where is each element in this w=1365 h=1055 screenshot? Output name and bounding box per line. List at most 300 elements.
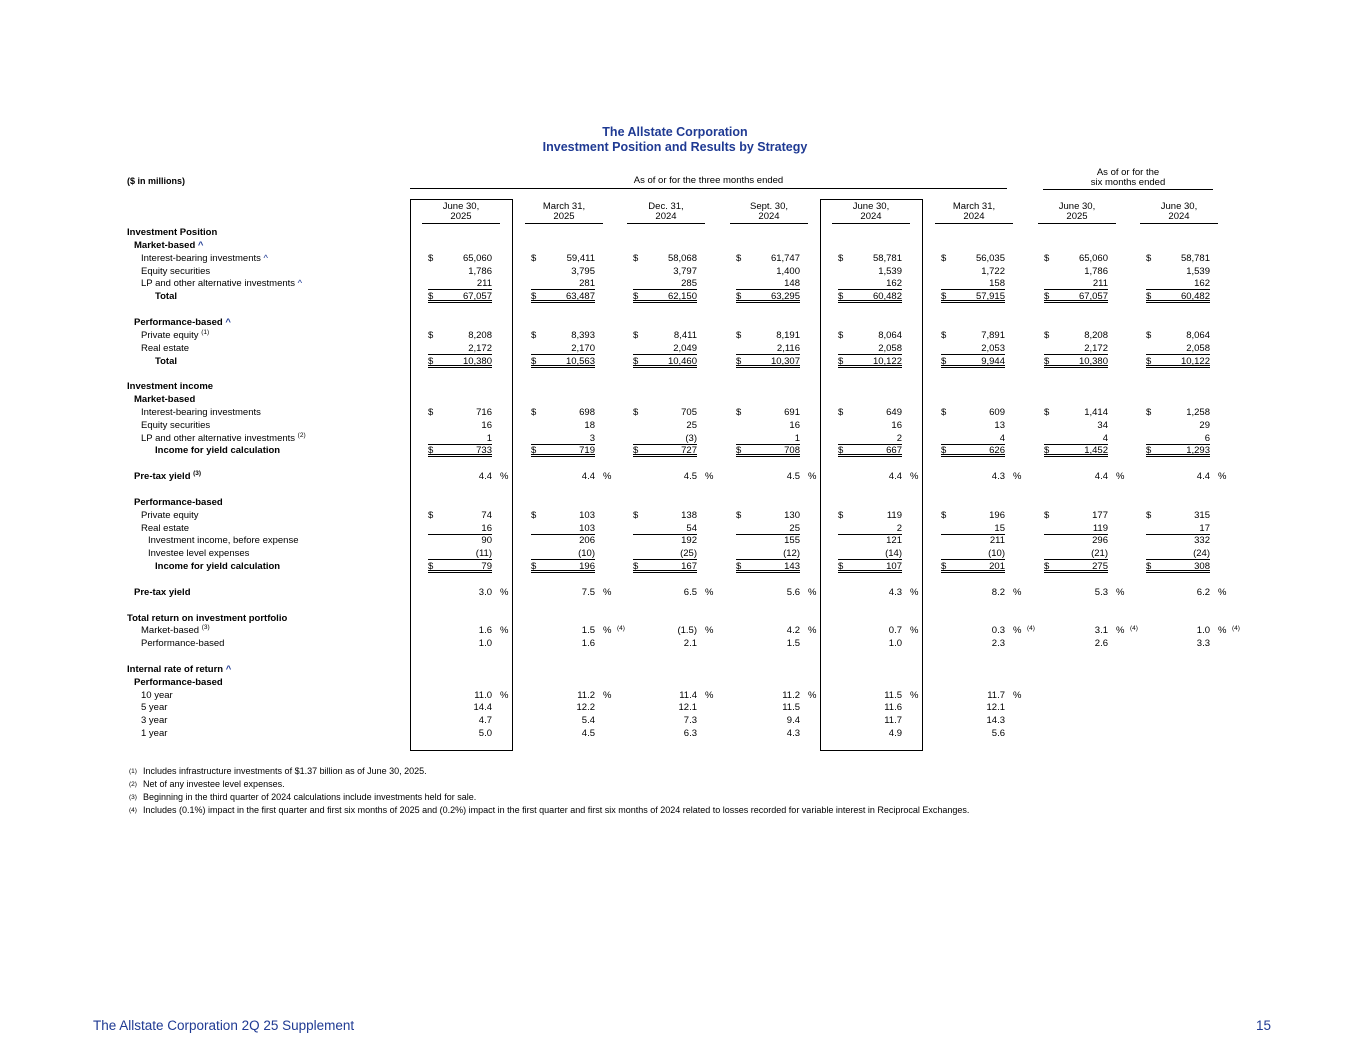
dollar-sign: $	[941, 329, 947, 341]
cell-value: 206	[579, 535, 595, 547]
row-label	[127, 226, 217, 239]
table-cell	[736, 624, 817, 637]
table-cell	[633, 355, 697, 368]
dollar-sign: $	[736, 561, 742, 573]
dollar-sign: $	[1044, 406, 1050, 418]
column-header-year: 2025	[525, 212, 603, 224]
percent-sign: %	[1218, 471, 1227, 483]
column-header-year: 2024	[627, 212, 705, 224]
cell-value: 332	[1194, 535, 1210, 547]
table-cell	[1146, 342, 1210, 355]
cell-value: 3	[589, 432, 595, 444]
cell-value: 138	[681, 509, 697, 521]
cell-value: 14.3	[986, 715, 1005, 727]
cell-value: 148	[784, 278, 800, 290]
cell-value: 10,380	[462, 355, 492, 367]
table-cell	[838, 534, 902, 547]
cell-value: 67,057	[1078, 291, 1108, 303]
dollar-sign: $	[428, 445, 434, 457]
dollar-sign: $	[736, 406, 742, 418]
table-cell	[1146, 547, 1210, 560]
table-cell	[531, 406, 595, 419]
dollar-sign: $	[531, 291, 537, 303]
dollar-sign: $	[838, 561, 844, 573]
table-cell	[838, 637, 902, 650]
footnote-text: Beginning in the third quarter of 2024 calculations include investments held for sale.	[143, 792, 477, 802]
cell-value: 3,795	[571, 265, 595, 277]
dollar-sign: $	[1146, 291, 1152, 303]
cell-value: 3.0	[478, 586, 492, 598]
spacer-row	[0, 573, 1365, 586]
dollar-sign: $	[428, 329, 434, 341]
table-cell	[736, 689, 817, 702]
table-cell	[1146, 355, 1210, 368]
table-cell	[428, 560, 492, 573]
table-row	[0, 419, 1365, 432]
table-cell	[838, 444, 902, 457]
cell-value: 201	[989, 561, 1005, 573]
row-label-text: 10 year	[141, 689, 173, 701]
cell-value: 1,786	[468, 265, 492, 277]
table-cell	[428, 277, 492, 290]
table-cell	[838, 406, 902, 419]
table-cell	[941, 290, 1005, 303]
page-number: 15	[1256, 1018, 1272, 1033]
cell-value: 626	[989, 445, 1005, 457]
table-cell	[633, 624, 714, 637]
dollar-sign: $	[1044, 355, 1050, 367]
table-cell	[633, 342, 697, 355]
cell-value: 2,116	[776, 342, 800, 354]
cell-value: 211	[476, 278, 492, 290]
cell-value: 1	[486, 432, 492, 444]
table-cell	[736, 265, 800, 278]
table-row	[0, 560, 1365, 573]
cell-value: 14.4	[473, 702, 492, 714]
row-label-text: 1 year	[141, 728, 168, 740]
cell-value: 4.4	[1196, 471, 1210, 483]
table-cell	[1146, 444, 1210, 457]
cell-value: 67,057	[462, 291, 492, 303]
percent-sign: %	[1013, 689, 1022, 701]
table-cell	[1146, 265, 1210, 278]
cell-value: 196	[579, 561, 595, 573]
table-row	[0, 676, 1365, 689]
table-cell	[838, 432, 902, 445]
dollar-sign: $	[1146, 252, 1152, 264]
row-label-text: Income for yield calculation	[155, 561, 281, 573]
cell-value: 17	[1199, 522, 1210, 534]
table-cell	[941, 470, 1022, 483]
percent-sign: %	[500, 471, 509, 483]
cell-value: 1.5	[786, 638, 800, 650]
table-cell: 1.5 % (4)	[581, 625, 625, 637]
table-cell	[941, 277, 1005, 290]
table-cell	[531, 329, 595, 342]
cell-value: 60,482	[872, 291, 902, 303]
table-cell	[1044, 444, 1108, 457]
percent-sign: %	[603, 689, 612, 701]
table-row	[0, 547, 1365, 560]
table-cell	[531, 342, 595, 355]
cell-value: 8,208	[1084, 329, 1108, 341]
row-label-text: Total return on investment portfolio	[127, 612, 288, 624]
cell-value: 705	[681, 406, 697, 418]
row-label-text: Market-based	[134, 239, 196, 251]
footnote-text: Includes (0.1%) impact in the first quarter and first six months of 2025 and (0.2%) impact in the first quarter and first six months of 2024 related to losses recorded for variable interest in Reciprocal Exchanges.	[143, 805, 970, 815]
table-cell	[838, 727, 902, 740]
cell-value: (12)	[783, 548, 800, 560]
row-label-text: Performance-based	[141, 638, 225, 650]
table-cell	[428, 406, 492, 419]
dollar-sign: $	[941, 355, 947, 367]
spacer-row	[0, 457, 1365, 470]
table-cell	[1044, 252, 1108, 265]
dollar-sign: $	[838, 329, 844, 341]
table-cell	[736, 329, 800, 342]
cell-value: 16	[481, 419, 492, 431]
cell-value: 4.4	[888, 471, 902, 483]
table-cell	[941, 637, 1005, 650]
table-row	[0, 496, 1365, 509]
row-label	[155, 355, 177, 368]
dollar-sign: $	[633, 406, 639, 418]
cell-value: 12.1	[986, 702, 1005, 714]
table-cell	[633, 689, 714, 702]
cell-value: 119	[886, 509, 902, 521]
row-label-text: Total	[155, 291, 177, 303]
caret-marker: ^	[263, 252, 268, 264]
column-header-period: June 30,	[1160, 201, 1198, 212]
table-cell	[838, 342, 902, 355]
row-label-text: Income for yield calculation	[155, 445, 281, 457]
row-label-text: Investment income, before expense	[148, 535, 299, 547]
table-cell	[736, 252, 800, 265]
row-label-text: Real estate	[141, 522, 190, 534]
table-row	[0, 509, 1365, 522]
table-cell	[1146, 406, 1210, 419]
cell-value: 727	[681, 445, 697, 457]
table-cell	[428, 689, 509, 702]
dollar-sign: $	[941, 406, 947, 418]
cell-value: 11.5	[884, 689, 902, 701]
table-cell	[1146, 560, 1210, 573]
row-label-text: Real estate	[141, 342, 190, 354]
table-row	[0, 689, 1365, 702]
cell-value: 29	[1199, 419, 1210, 431]
column-header-year: 2024	[832, 212, 910, 224]
table-cell	[633, 470, 714, 483]
table-cell: 1.0 % (4)	[1196, 625, 1240, 637]
column-header	[615, 202, 717, 224]
cell-value: 9,944	[981, 355, 1005, 367]
cell-value: 1,293	[1186, 445, 1210, 457]
cell-value: 4.5	[581, 728, 595, 740]
cell-value: (25)	[680, 548, 697, 560]
cell-value: 1.5	[581, 625, 595, 637]
cell-value: 107	[886, 561, 902, 573]
cell-value: 10,380	[1078, 355, 1108, 367]
column-header	[410, 202, 512, 224]
cell-value: 12.1	[678, 702, 697, 714]
dollar-sign: $	[941, 561, 947, 573]
table-row	[0, 714, 1365, 727]
cell-value: 1.6	[581, 638, 595, 650]
table-cell	[531, 509, 595, 522]
table-cell	[633, 290, 697, 303]
table-cell	[941, 432, 1005, 445]
table-cell	[736, 444, 800, 457]
cell-value: 1.0	[478, 638, 492, 650]
table-cell	[633, 534, 697, 547]
table-cell	[633, 637, 697, 650]
cell-value: 4.4	[1094, 471, 1108, 483]
cell-value: 196	[989, 509, 1005, 521]
dollar-sign: $	[633, 291, 639, 303]
cell-value: 65,060	[1078, 252, 1108, 264]
dollar-sign: $	[633, 329, 639, 341]
cell-value: 4.4	[478, 471, 492, 483]
table-cell	[838, 252, 902, 265]
table-cell	[1044, 419, 1108, 432]
table-cell	[736, 277, 800, 290]
six-months-header-line1: As of or for the	[1096, 167, 1160, 178]
cell-value: 1,414	[1084, 406, 1108, 418]
table-cell	[428, 534, 492, 547]
table-cell	[736, 522, 800, 535]
row-label	[141, 509, 199, 522]
cell-value: 1.0	[888, 638, 902, 650]
percent-sign: %	[1013, 586, 1022, 598]
table-cell	[736, 586, 817, 599]
footnote	[129, 765, 969, 778]
table-row	[0, 393, 1365, 406]
cell-value: (1.5)	[677, 625, 697, 637]
cell-value: 58,781	[872, 252, 902, 264]
row-label-text: Performance-based	[134, 316, 223, 328]
dollar-sign: $	[736, 252, 742, 264]
cell-value: 11.7	[987, 689, 1005, 701]
cell-value: 56,035	[975, 252, 1005, 264]
footnote-ref: (3)	[201, 624, 210, 632]
cell-value: 18	[584, 419, 595, 431]
cell-value: (3)	[685, 432, 697, 444]
row-label-text: Investment income	[127, 381, 214, 393]
cell-value: 733	[476, 445, 492, 457]
table-cell	[838, 689, 919, 702]
table-cell	[633, 714, 697, 727]
dollar-sign: $	[633, 445, 639, 457]
cell-value: 691	[784, 406, 800, 418]
cell-value: 716	[476, 406, 492, 418]
column-header	[718, 202, 820, 224]
cell-value: 158	[989, 278, 1005, 290]
table-cell	[838, 522, 902, 535]
percent-sign: %	[1116, 625, 1125, 637]
row-label	[141, 624, 210, 637]
dollar-sign: $	[736, 329, 742, 341]
table-cell	[633, 560, 697, 573]
cell-value: 119	[1092, 522, 1108, 534]
table-row	[0, 355, 1365, 368]
column-header	[923, 202, 1025, 224]
table-cell	[531, 355, 595, 368]
cell-value: 2,170	[571, 342, 595, 354]
footnotes	[129, 765, 969, 817]
table-cell	[941, 701, 1005, 714]
table-cell	[736, 419, 800, 432]
table-cell	[941, 522, 1005, 535]
table-cell	[1146, 290, 1210, 303]
table-cell	[838, 509, 902, 522]
dollar-sign: $	[428, 355, 434, 367]
footnote-mark: (1)	[129, 768, 137, 775]
table-cell	[1146, 432, 1210, 445]
cell-value: 8.2	[991, 586, 1005, 598]
cell-value: 275	[1092, 561, 1108, 573]
table-cell	[941, 586, 1022, 599]
table-cell	[1044, 547, 1108, 560]
cell-value: (24)	[1193, 548, 1210, 560]
table-row	[0, 624, 1365, 637]
column-header-year: 2024	[1140, 212, 1218, 224]
cell-value: 8,064	[1186, 329, 1210, 341]
cell-value: 4.4	[581, 471, 595, 483]
cell-value: 103	[579, 522, 595, 534]
percent-sign: %	[705, 625, 714, 637]
table-cell	[941, 329, 1005, 342]
table-cell	[941, 406, 1005, 419]
percent-sign: %	[603, 586, 612, 598]
row-label	[141, 714, 167, 727]
table-row	[0, 380, 1365, 393]
table-cell	[1146, 470, 1227, 483]
cell-value: 667	[886, 445, 902, 457]
table-cell	[736, 342, 800, 355]
column-header-period: Sept. 30,	[749, 201, 789, 212]
percent-sign: %	[910, 625, 919, 637]
table-cell	[531, 522, 595, 535]
table-cell	[736, 701, 800, 714]
table-cell	[838, 547, 902, 560]
footnote-ref: (3)	[193, 469, 202, 477]
table-cell	[838, 470, 919, 483]
dollar-sign: $	[531, 355, 537, 367]
dollar-sign: $	[428, 561, 434, 573]
dollar-sign: $	[838, 406, 844, 418]
table-cell	[531, 560, 595, 573]
table-cell	[1044, 534, 1108, 547]
column-header-year: 2025	[422, 212, 500, 224]
table-cell	[531, 586, 612, 599]
cell-value: 1.0	[1196, 625, 1210, 637]
row-label	[141, 701, 167, 714]
table-row	[0, 342, 1365, 355]
table-cell	[428, 265, 492, 278]
table-cell	[531, 432, 595, 445]
cell-value: 13	[994, 419, 1005, 431]
table-cell	[1146, 419, 1210, 432]
cell-value: 3,797	[673, 265, 697, 277]
cell-value: 211	[1092, 278, 1108, 290]
cell-value: 16	[481, 522, 492, 534]
table-cell	[838, 560, 902, 573]
cell-value: 155	[784, 535, 800, 547]
table-cell	[531, 727, 595, 740]
dollar-sign: $	[1146, 445, 1152, 457]
report-subtitle: Investment Position and Results by Strategy	[542, 140, 808, 154]
table-cell	[838, 277, 902, 290]
table-cell	[941, 714, 1005, 727]
cell-value: 296	[1092, 535, 1108, 547]
cell-value: 4.3	[888, 586, 902, 598]
table-cell	[428, 714, 492, 727]
cell-value: 58,068	[667, 252, 697, 264]
table-row	[0, 470, 1365, 483]
cell-value: 11.5	[782, 702, 800, 714]
percent-sign: %	[500, 689, 509, 701]
table-row	[0, 663, 1365, 676]
table-cell	[1146, 329, 1210, 342]
table-cell	[941, 355, 1005, 368]
cell-value: 1,539	[1186, 265, 1210, 277]
table-cell	[531, 419, 595, 432]
table-cell	[1044, 329, 1108, 342]
cell-value: (14)	[885, 548, 902, 560]
row-label	[134, 586, 191, 599]
cell-value: 6.5	[683, 586, 697, 598]
cell-value: 4.7	[478, 715, 492, 727]
cell-value: 1,400	[776, 265, 800, 277]
table-row	[0, 316, 1365, 329]
table-cell	[941, 252, 1005, 265]
row-label	[141, 406, 261, 419]
cell-value: 4	[1102, 432, 1108, 444]
cell-value: 25	[789, 522, 800, 534]
cell-value: 2	[896, 432, 902, 444]
row-label	[141, 727, 167, 740]
table-cell	[941, 419, 1005, 432]
cell-value: 0.7	[888, 625, 902, 637]
row-label	[134, 393, 195, 406]
table-row	[0, 252, 1365, 265]
cell-value: 63,487	[565, 291, 595, 303]
cell-value: 79	[481, 561, 492, 573]
table-cell	[428, 355, 492, 368]
table-cell	[428, 444, 492, 457]
dollar-sign: $	[1044, 291, 1050, 303]
table-cell	[531, 637, 595, 650]
table-cell	[1146, 509, 1210, 522]
cell-value: 2	[896, 522, 902, 534]
table-cell	[428, 624, 509, 637]
table-cell	[428, 509, 492, 522]
percent-sign: %	[500, 586, 509, 598]
table-row	[0, 534, 1365, 547]
percent-sign: %	[910, 689, 919, 701]
spacer-row	[0, 367, 1365, 380]
row-label	[134, 470, 201, 483]
dollar-sign: $	[838, 509, 844, 521]
table-cell	[531, 265, 595, 278]
row-label-text: Internal rate of return	[127, 663, 224, 675]
cell-value: 10,307	[770, 355, 800, 367]
row-label	[127, 663, 231, 676]
cell-value: 1,786	[1084, 265, 1108, 277]
cell-value: 7.5	[581, 586, 595, 598]
table-cell	[736, 355, 800, 368]
dollar-sign: $	[736, 445, 742, 457]
